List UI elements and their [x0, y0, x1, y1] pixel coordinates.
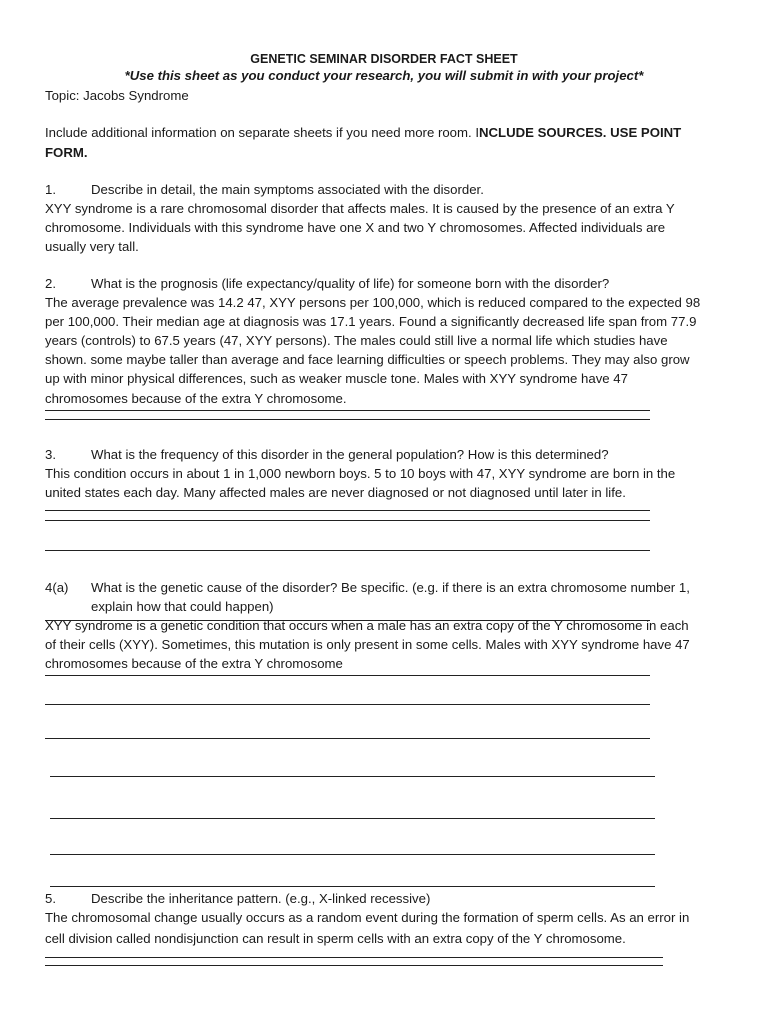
- answer-line: This condition occurs in about 1 in 1,000 newborn boys. 5 to 10 boys with 47, XYY syndrome are born in the: [45, 466, 676, 481]
- answer-line: usually very tall.: [45, 239, 139, 254]
- answer-line: years (controls) to 67.5 years (47, XYY persons). The males could still live a normal life which studies have: [45, 333, 668, 348]
- topic-line: Topic: Jacobs Syndrome: [45, 88, 189, 103]
- answer-rule: [45, 675, 650, 676]
- page-title: GENETIC SEMINAR DISORDER FACT SHEET: [250, 52, 518, 66]
- answer-line: The average prevalence was 14.2 47, XYY persons per 100,000, which is reduced compared to the expected 98: [45, 295, 701, 310]
- question-number: 2.: [45, 276, 56, 291]
- page-subtitle: *Use this sheet as you conduct your research, you will submit in with your project*: [124, 68, 644, 83]
- answer-rule: [50, 776, 655, 777]
- answer-line: chromosomes because of the extra Y chromosome: [45, 656, 343, 671]
- answer-rule: [50, 818, 655, 819]
- question-number: 4(a): [45, 580, 69, 595]
- question-number: 1.: [45, 182, 56, 197]
- answer-rule: [50, 854, 655, 855]
- answer-rule: [50, 886, 655, 887]
- question-prompt: What is the genetic cause of the disorder? Be specific. (e.g. if there is an extra chromosome number 1,: [91, 580, 690, 595]
- answer-line: up with minor physical differences, such as weaker muscle tone. Males with XYY syndrome have 47: [45, 371, 628, 386]
- question-prompt: Describe the inheritance pattern. (e.g., X-linked recessive): [91, 891, 431, 906]
- answer-line: chromosomes because of the extra Y chromosome.: [45, 391, 347, 406]
- question-number: 5.: [45, 891, 56, 906]
- question-prompt-continued: explain how that could happen): [91, 599, 274, 614]
- answer-rule: [45, 550, 650, 551]
- answer-rule: [45, 957, 663, 958]
- instructions-lead: Include additional information on separate sheets if you need more room. I: [45, 125, 479, 140]
- question-prompt: Describe in detail, the main symptoms associated with the disorder.: [91, 182, 484, 197]
- answer-line: of their cells (XYY). Sometimes, this mutation is only present in some cells. Males with XYY syndrome have 47: [45, 637, 690, 652]
- answer-line: per 100,000. Their median age at diagnosis was 17.1 years. Found a significantly decreased life span from 77.9: [45, 314, 697, 329]
- question-prompt: What is the prognosis (life expectancy/quality of life) for someone born with the disorder?: [91, 276, 610, 291]
- question-number: 3.: [45, 447, 56, 462]
- instructions-bold-2: FORM.: [45, 145, 88, 160]
- answer-rule: [45, 410, 650, 411]
- answer-line: chromosome. Individuals with this syndrome have one X and two Y chromosomes. Affected individuals are: [45, 220, 666, 235]
- answer-rule: [45, 510, 650, 511]
- answer-rule: [45, 520, 650, 521]
- answer-line: The chromosomal change usually occurs as a random event during the formation of sperm cells. As an error in: [45, 910, 690, 925]
- question-prompt: What is the frequency of this disorder in the general population? How is this determined?: [91, 447, 609, 462]
- answer-rule: [45, 419, 650, 420]
- instructions: [45, 123, 681, 142]
- answer-line: shown. some maybe taller than average and face learning difficulties or speech problems. They may also grow: [45, 352, 690, 367]
- answer-line: XYY syndrome is a genetic condition that occurs when a male has an extra copy of the Y chromosome in each: [45, 618, 689, 633]
- answer-line: united states each day. Many affected males are never diagnosed or not diagnosed until later in life.: [45, 485, 626, 500]
- answer-rule: [45, 738, 650, 739]
- instructions-bold: NCLUDE SOURCES. USE POINT: [478, 125, 682, 140]
- answer-rule: [45, 704, 650, 705]
- answer-line: XYY syndrome is a rare chromosomal disorder that affects males. It is caused by the presence of an extra Y: [45, 201, 675, 216]
- answer-rule: [45, 965, 663, 966]
- answer-line: cell division called nondisjunction can result in sperm cells with an extra copy of the Y chromosome.: [45, 931, 626, 946]
